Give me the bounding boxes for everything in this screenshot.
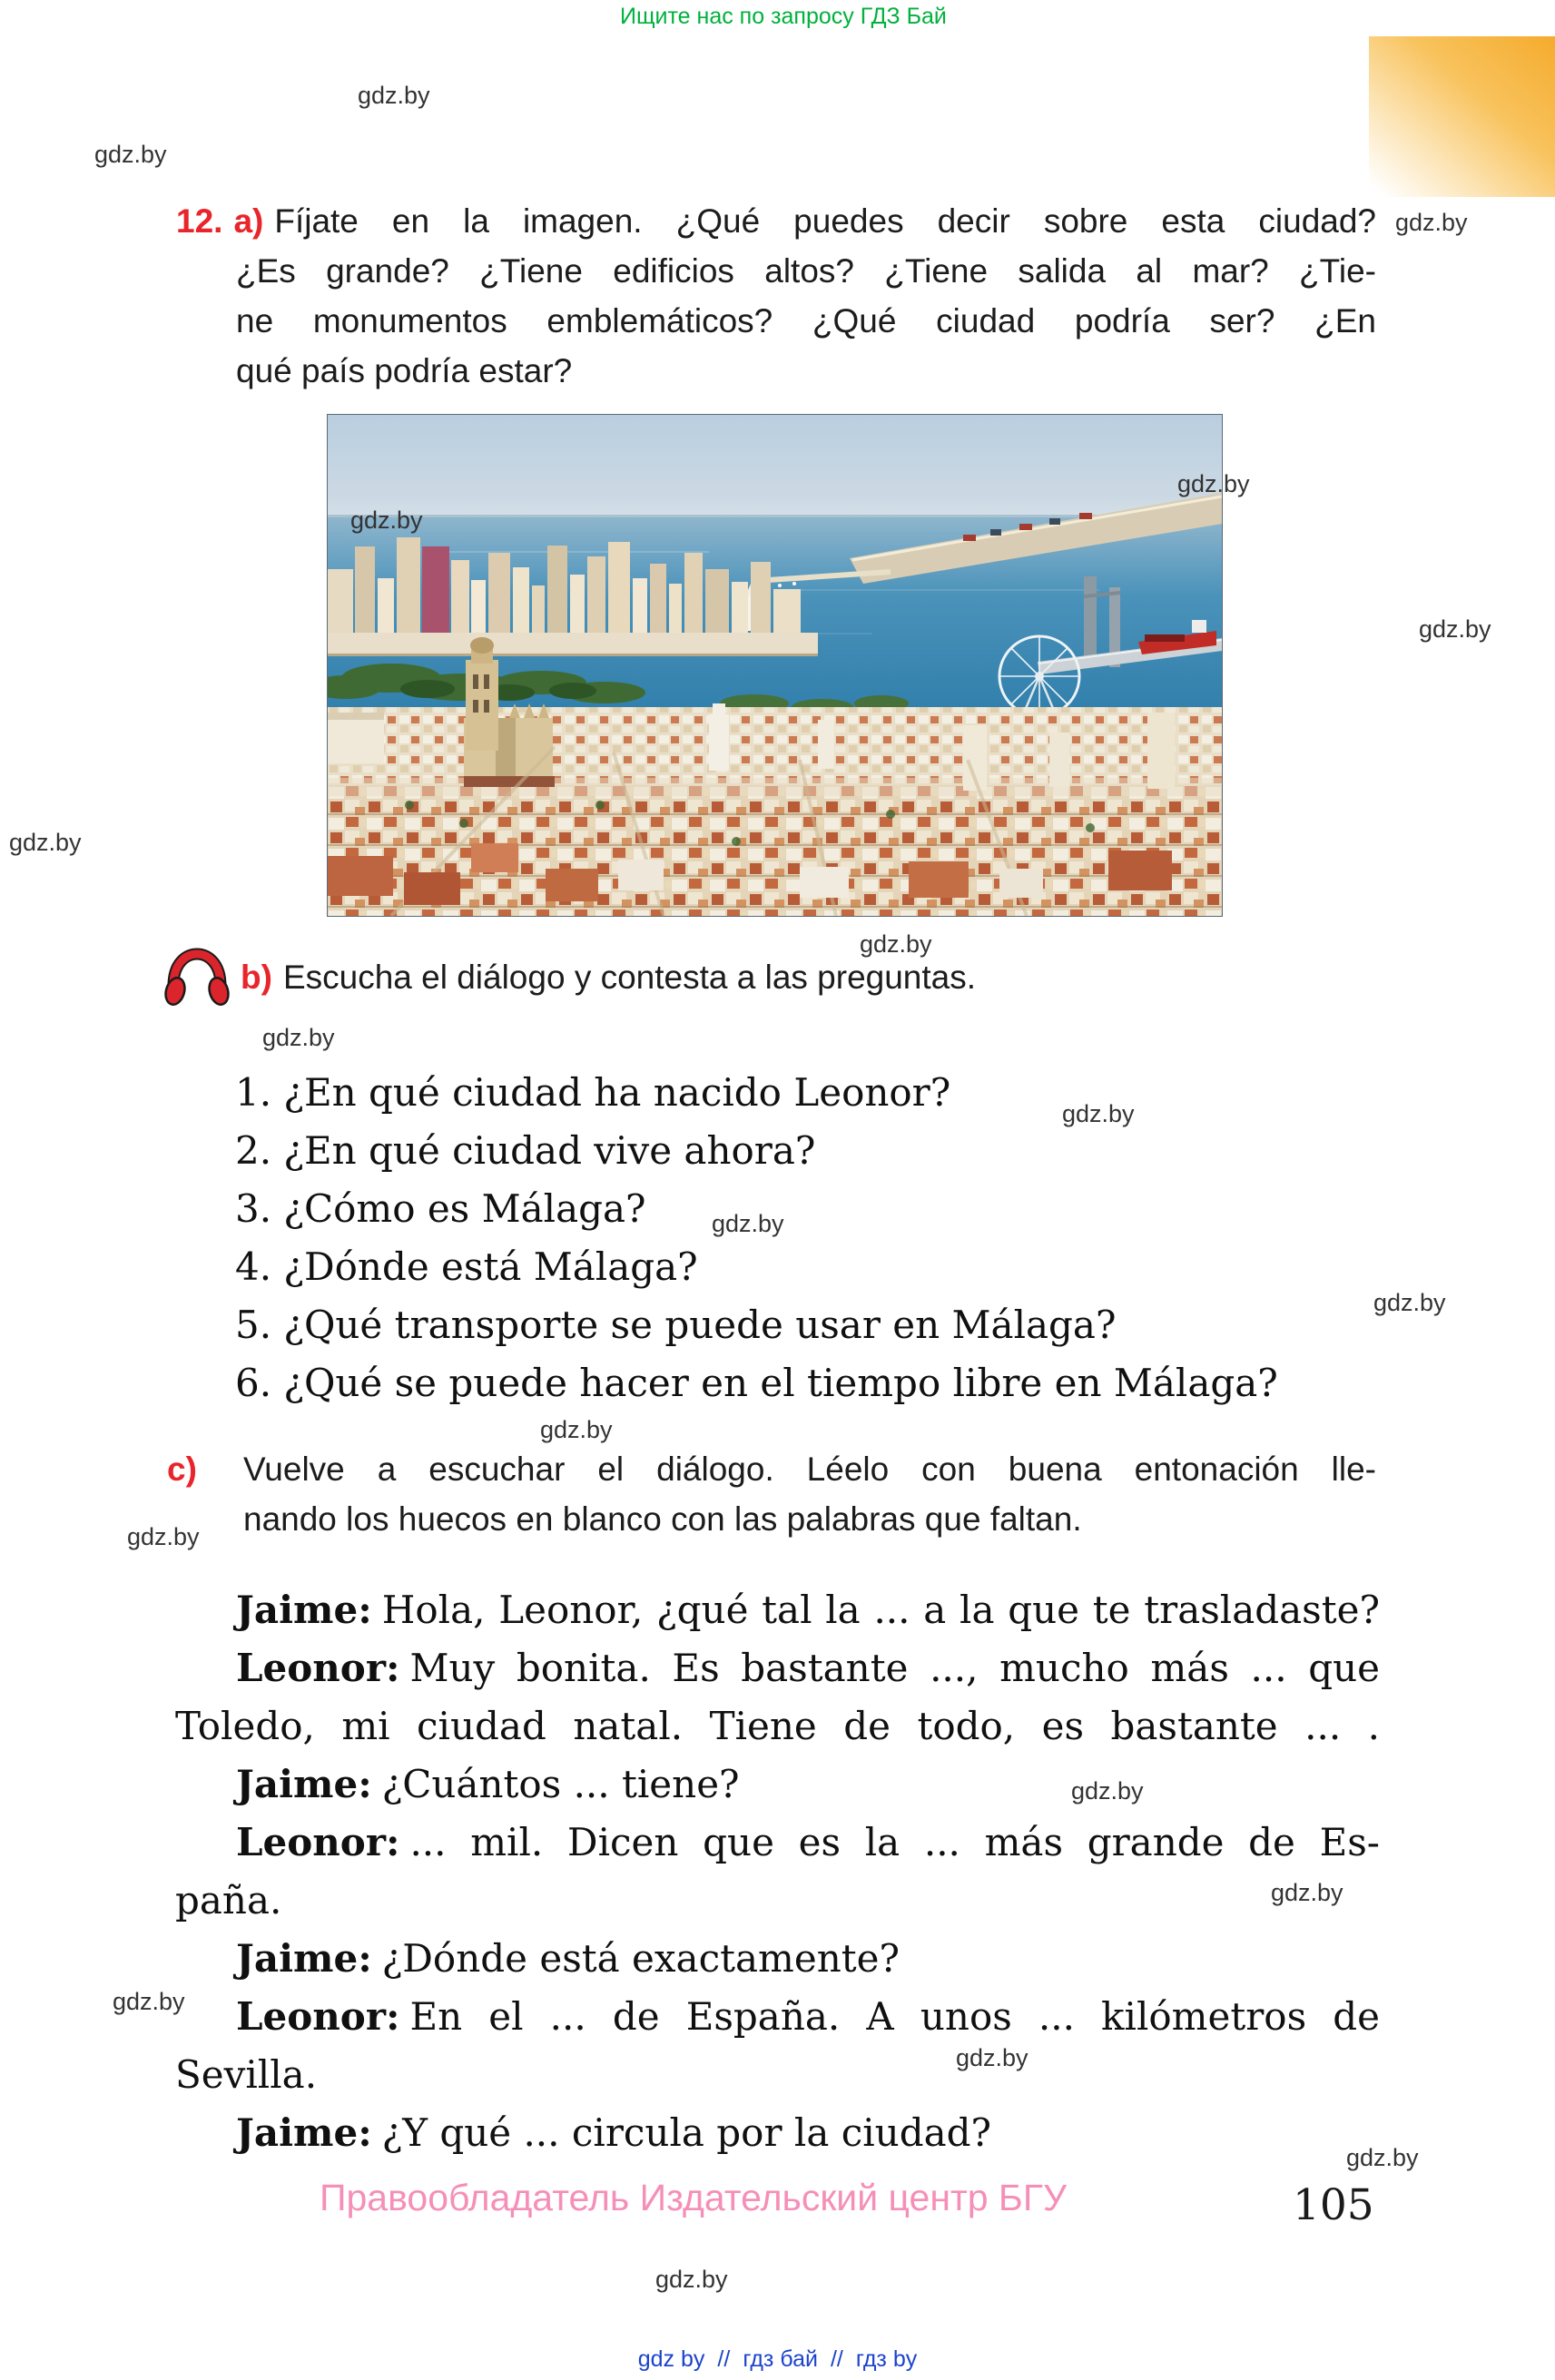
question-item: 1. ¿En qué ciudad ha nacido Leonor? xyxy=(235,1070,951,1115)
link-separator: // xyxy=(717,2346,731,2372)
dialog-text: Sevilla. xyxy=(175,2052,318,2097)
page-number: 105 xyxy=(1293,2180,1374,2230)
question-item: 2. ¿En qué ciudad vive ahora? xyxy=(235,1128,816,1173)
part-a-line-4: qué país podría estar? xyxy=(236,352,573,389)
watermark: gdz.by xyxy=(350,506,423,534)
dialog-text: Muy bonita. Es bastante ..., mucho más ... que xyxy=(409,1646,1380,1690)
speaker-name: Leonor: xyxy=(236,1994,400,2039)
dialog-text: En el ... de España. A unos ... kilómetros de xyxy=(409,1994,1380,2039)
part-a-label: a) xyxy=(233,202,264,240)
watermark: gdz.by xyxy=(127,1523,200,1550)
dialog-line xyxy=(175,2104,1380,2162)
exercise-part-a xyxy=(176,196,1376,396)
malaga-aerial-illustration xyxy=(328,415,1222,916)
orange-gradient-box xyxy=(1369,36,1555,197)
watermark: gdz.by xyxy=(94,141,167,168)
copyright-notice: Правообладатель Издательский центр БГУ xyxy=(320,2177,1068,2218)
watermark: gdz.by xyxy=(9,829,82,856)
dialog-line xyxy=(175,1581,1380,1639)
dialog-text: ¿Dónde está exactamente? xyxy=(381,1936,901,1981)
exercise-part-c xyxy=(243,1444,1376,1544)
watermark: gdz.by xyxy=(1062,1100,1135,1127)
dialog-text: ... mil. Dicen que es la ... más grande de Es- xyxy=(409,1820,1380,1864)
exercise-number: 12. xyxy=(176,202,223,240)
watermark: gdz.by xyxy=(1071,1777,1144,1805)
dialog-text: ¿Y qué ... circula por la ciudad? xyxy=(381,2110,992,2155)
part-a-line-3: ne monumentos emblemáticos? ¿Qué ciudad podría ser? ¿En xyxy=(236,302,1376,339)
speaker-name: Jaime: xyxy=(236,1588,372,1632)
dialog-text: Hola, Leonor, ¿qué tal la ... a la que te trasladaste? xyxy=(381,1588,1380,1632)
watermark: gdz.by xyxy=(860,930,932,958)
part-c-line-1: Vuelve a escuchar el diálogo. Léelo con buena entonación lle- xyxy=(243,1451,1376,1488)
question-item: 4. ¿Dónde está Málaga? xyxy=(235,1244,698,1289)
part-a-text-1: Fíjate en la imagen. ¿Qué puedes decir sobre esta ciudad? xyxy=(274,202,1376,240)
footer-link-3[interactable]: гдз by xyxy=(855,2346,918,2372)
dialog-line xyxy=(175,1697,1380,1755)
part-a-line-1 xyxy=(176,196,1376,246)
exercise-part-b xyxy=(241,959,1384,997)
dialog-line xyxy=(175,1930,1380,1988)
watermark: gdz.by xyxy=(956,2044,1028,2071)
footer-link-1[interactable]: gdz by xyxy=(637,2346,705,2372)
speaker-name: Jaime: xyxy=(236,2110,372,2155)
watermark: gdz.by xyxy=(1177,470,1250,497)
part-a-line-2: ¿Es grande? ¿Tiene edificios altos? ¿Tiene salida al mar? ¿Tie- xyxy=(236,252,1376,290)
dialog-line xyxy=(175,1814,1380,1872)
watermark: gdz.by xyxy=(1373,1289,1446,1316)
dialog-text: paña. xyxy=(175,1878,282,1923)
dialog-line xyxy=(175,1988,1380,2046)
dialog-text: ¿Cuántos ... tiene? xyxy=(381,1762,740,1806)
watermark: gdz.by xyxy=(540,1416,613,1443)
dialog-line xyxy=(175,1755,1380,1814)
part-b-instruction: Escucha el diálogo y contesta a las preguntas. xyxy=(282,959,977,996)
question-list xyxy=(235,1064,1388,1412)
speaker-name: Leonor: xyxy=(236,1820,400,1864)
link-separator: // xyxy=(830,2346,843,2372)
watermark: gdz.by xyxy=(1419,615,1491,643)
dialog-text: Toledo, mi ciudad natal. Tiene de todo, es bastante ... . xyxy=(175,1704,1380,1748)
speaker-name: Leonor: xyxy=(236,1646,400,1690)
watermark: gdz.by xyxy=(262,1024,335,1051)
watermark: gdz.by xyxy=(655,2266,728,2293)
watermark: gdz.by xyxy=(358,82,430,109)
question-item: 3. ¿Cómo es Málaga? xyxy=(235,1186,646,1231)
speaker-name: Jaime: xyxy=(236,1762,372,1806)
promo-banner-link[interactable]: Ищите нас по запросу ГДЗ Бай xyxy=(620,4,947,29)
footer-link-2[interactable]: гдз бай xyxy=(743,2346,818,2372)
dialog-line xyxy=(175,1639,1380,1697)
dialog-line xyxy=(175,1872,1380,1930)
part-b-label: b) xyxy=(241,959,272,996)
watermark: gdz.by xyxy=(712,1210,784,1237)
city-photo xyxy=(327,414,1223,917)
watermark: gdz.by xyxy=(113,1988,185,2015)
question-item: 6. ¿Qué se puede hacer en el tiempo libre en Málaga? xyxy=(235,1361,1278,1405)
headphones-icon xyxy=(162,948,232,1011)
part-c-label: c) xyxy=(167,1451,197,1488)
part-c-line-2: nando los huecos en blanco con las palabras que faltan. xyxy=(243,1500,1082,1538)
dialog-line xyxy=(175,2046,1380,2104)
watermark: gdz.by xyxy=(1346,2144,1419,2171)
dialog-block xyxy=(175,1581,1380,2162)
speaker-name: Jaime: xyxy=(236,1936,372,1981)
footer-links[interactable] xyxy=(0,2346,1555,2373)
watermark: gdz.by xyxy=(1395,209,1468,236)
watermark: gdz.by xyxy=(1271,1879,1343,1906)
question-item: 5. ¿Qué transporte se puede usar en Málaga? xyxy=(235,1303,1117,1347)
